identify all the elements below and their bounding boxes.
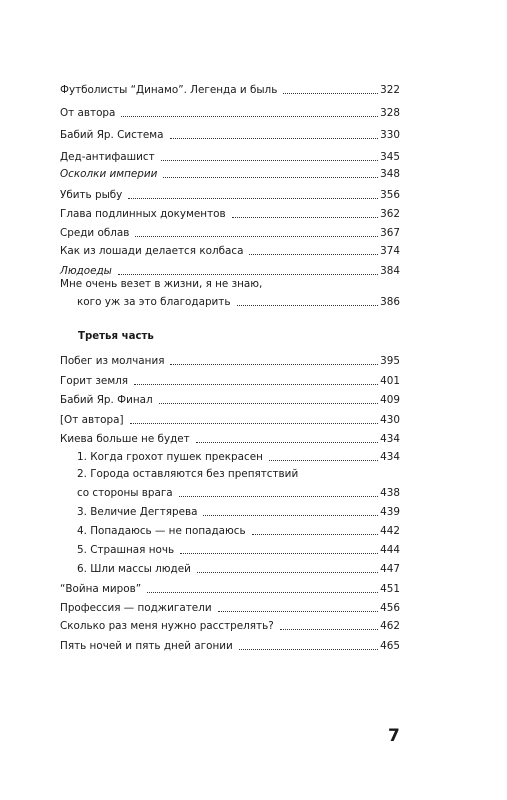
toc-entry-page: 362 (380, 208, 400, 220)
dot-leader (196, 432, 378, 443)
dot-leader (252, 524, 379, 535)
toc-entry[interactable] (60, 239, 400, 258)
toc-entry-title: Как из лошади делается колбаса (60, 245, 244, 257)
toc-subentry-title: 5. Страшная ночь (77, 544, 175, 556)
section-heading: Третья часть (78, 331, 154, 342)
toc-entry-page: 328 (380, 107, 400, 119)
page-number: 7 (388, 726, 400, 746)
toc-entry-page: 356 (380, 189, 400, 201)
toc-subentry[interactable] (77, 557, 400, 576)
dot-leader (180, 543, 378, 554)
dot-leader (203, 505, 378, 516)
toc-entry-page: 395 (380, 355, 400, 367)
dot-leader (118, 264, 378, 275)
toc-entry-page: 456 (380, 602, 400, 614)
toc-entry[interactable] (60, 78, 400, 97)
dot-leader (218, 601, 379, 612)
dot-leader (163, 167, 378, 178)
toc-entry[interactable] (60, 408, 400, 427)
toc-entry-page: 430 (380, 414, 400, 426)
toc-entry[interactable] (60, 202, 400, 221)
dot-leader (197, 562, 378, 573)
toc-entry-page: 462 (380, 620, 400, 632)
toc-entry[interactable] (60, 427, 400, 446)
dot-leader (170, 354, 378, 365)
toc-entry[interactable] (60, 162, 400, 181)
toc-subentry-title: 2. Города оставляются без препятствий (77, 468, 299, 480)
dot-leader (130, 413, 379, 424)
toc-entry-title: Киева больше не будет (60, 433, 190, 445)
toc-entry-title: “Война миров” (60, 583, 142, 595)
dot-leader (135, 226, 378, 237)
toc-entry[interactable] (77, 290, 400, 309)
dot-leader (239, 639, 378, 650)
toc-entry-page: 367 (380, 227, 400, 239)
toc-entry-page: 434 (380, 433, 400, 445)
dot-leader (283, 83, 378, 94)
toc-subentry-title: 4. Попадаюсь — не попадаюсь (77, 525, 246, 537)
toc-entry-title: Пять ночей и пять дней агонии (60, 640, 233, 652)
toc-entry[interactable] (60, 349, 400, 368)
toc-entry[interactable] (60, 183, 400, 202)
toc-entry-page: 322 (380, 84, 400, 96)
dot-leader (170, 128, 379, 139)
toc-entry-title: Футболисты “Динамо”. Легенда и быль (60, 84, 278, 96)
toc-subentry-page: 434 (380, 451, 400, 463)
toc-entry-title: Дед-антифашист (60, 151, 155, 163)
toc-entry-page: 386 (380, 296, 400, 308)
toc-subentry-page: 444 (380, 544, 400, 556)
toc-entry[interactable] (60, 577, 400, 596)
toc-entry[interactable] (60, 369, 400, 388)
toc-subentry[interactable] (77, 500, 400, 519)
toc-entry-title: Побег из молчания (60, 355, 165, 367)
toc-entry-page: 401 (380, 375, 400, 387)
toc-subentry-page: 439 (380, 506, 400, 518)
toc-subentry-title: 3. Величие Дегтярева (77, 506, 198, 518)
toc-entry-page: 384 (380, 265, 400, 277)
toc-entry-title: От автора (60, 107, 116, 119)
dot-leader (161, 150, 378, 161)
toc-subentry[interactable] (77, 538, 400, 557)
dot-leader (280, 619, 378, 630)
toc-entry-title-line2: кого уж за это благодарить (77, 296, 231, 308)
toc-entry-page: 451 (380, 583, 400, 595)
toc-entry-page: 348 (380, 168, 400, 180)
toc-entry[interactable] (60, 259, 400, 278)
dot-leader (121, 106, 378, 117)
toc-entry-page: 330 (380, 129, 400, 141)
toc-subentry-title: 6. Шли массы людей (77, 563, 191, 575)
toc-entry-title: Бабий Яр. Финал (60, 394, 153, 406)
dot-leader (249, 244, 378, 255)
dot-leader (237, 295, 379, 306)
toc-subentry[interactable] (77, 481, 400, 500)
toc-entry-title: [От автора] (60, 414, 124, 426)
toc-entry-page: 465 (380, 640, 400, 652)
toc-entry-title: Профессия — поджигатели (60, 602, 212, 614)
toc-entry-title: Среди облав (60, 227, 130, 239)
toc-entry[interactable] (60, 388, 400, 407)
dot-leader (147, 582, 378, 593)
toc-entry[interactable] (60, 614, 400, 633)
toc-entry-page: 374 (380, 245, 400, 257)
toc-subentry-title: 1. Когда грохот пушек прекрасен (77, 451, 263, 463)
toc-subentry-title: со стороны врага (77, 487, 173, 499)
toc-entry-page: 409 (380, 394, 400, 406)
toc-entry-title: Людоеды (60, 265, 112, 277)
toc-entry[interactable] (60, 101, 400, 120)
dot-leader (159, 393, 379, 404)
toc-entry-title: Сколько раз меня нужно расстрелять? (60, 620, 274, 632)
toc-entry[interactable] (60, 596, 400, 615)
toc-subentry[interactable] (77, 462, 400, 481)
toc-subentry[interactable] (77, 519, 400, 538)
toc-entry-title: Убить рыбу (60, 189, 123, 201)
toc-entry-title: Осколки империи (60, 168, 158, 180)
toc-entry-title: Бабий Яр. Система (60, 129, 164, 141)
dot-leader (232, 207, 379, 218)
dot-leader (269, 450, 378, 461)
dot-leader (128, 188, 378, 199)
toc-entry-page: 345 (380, 151, 400, 163)
toc-subentry-page: 442 (380, 525, 400, 537)
dot-leader (134, 374, 378, 385)
toc-subentry-page: 447 (380, 563, 400, 575)
toc-entry[interactable] (60, 123, 400, 142)
toc-entry[interactable] (60, 634, 400, 653)
dot-leader (179, 486, 378, 497)
toc-entry[interactable] (60, 221, 400, 240)
toc-entry-title-line1[interactable]: Мне очень везет в жизни, я не знаю, (60, 278, 263, 290)
toc-entry-title: Горит земля (60, 375, 129, 387)
toc-subentry-page: 438 (380, 487, 400, 499)
toc-entry-title: Глава подлинных документов (60, 208, 226, 220)
